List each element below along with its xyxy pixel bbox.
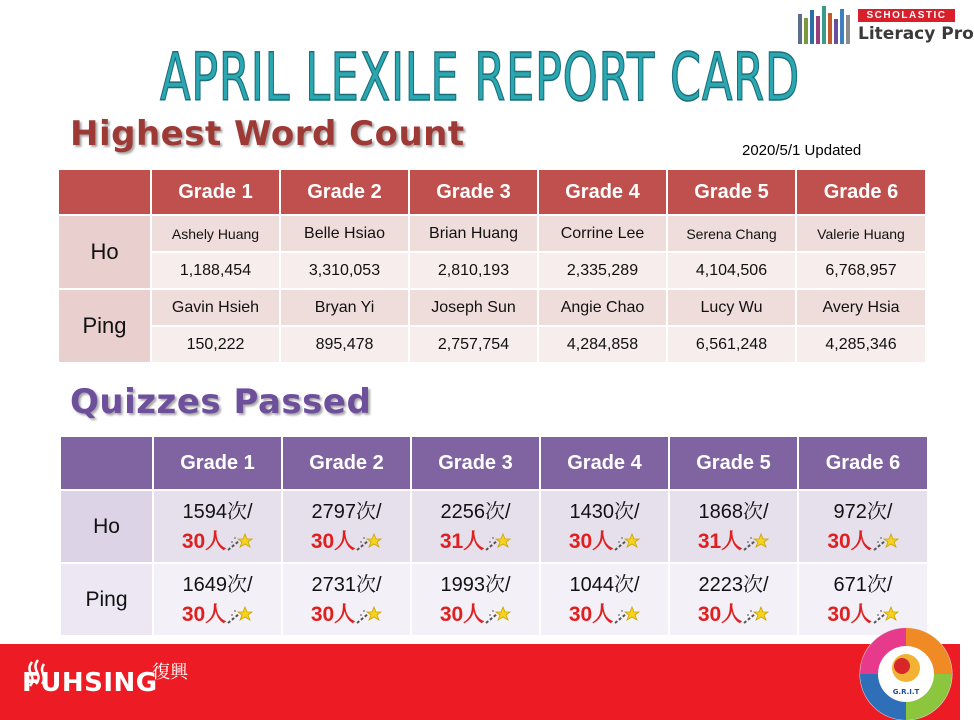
- quiz-passed-count: 1594次/: [182, 500, 253, 523]
- quiz-cell: [411, 490, 540, 563]
- grit-badge: [856, 622, 956, 720]
- grade-header: Grade 3: [409, 169, 538, 215]
- word-count-value: 2,810,193: [409, 252, 538, 289]
- grade-header: Grade 5: [669, 436, 798, 490]
- student-name: Avery Hsia: [796, 289, 926, 326]
- quiz-passed-count: 1993次/: [440, 573, 511, 596]
- quiz-passed-count: 1649次/: [182, 573, 253, 596]
- quiz-passed-count: 1044次/: [569, 573, 640, 596]
- scholastic-badge: SCHOLASTIC: [858, 9, 955, 22]
- shooting-star-icon: [356, 532, 382, 552]
- quiz-cell: [540, 563, 669, 636]
- table-row: [58, 252, 926, 289]
- word-count-value: 4,285,346: [796, 326, 926, 363]
- student-count: 30人: [568, 602, 614, 626]
- page-title-text: APRIL LEXILE REPORT CARD: [160, 39, 800, 116]
- word-count-value: 895,478: [280, 326, 409, 363]
- shooting-star-icon: [614, 532, 640, 552]
- word-count-value: 6,561,248: [667, 326, 796, 363]
- shooting-star-icon: [227, 532, 253, 552]
- word-count-heading: Highest Word Count: [70, 114, 465, 154]
- student-name: Ashely Huang: [151, 215, 280, 252]
- scholastic-literacy-pro-logo: [796, 4, 974, 44]
- student-name: Gavin Hsieh: [151, 289, 280, 326]
- shooting-star-icon: [614, 605, 640, 625]
- student-name: Bryan Yi: [280, 289, 409, 326]
- grade-header: Grade 1: [151, 169, 280, 215]
- word-count-value: 6,768,957: [796, 252, 926, 289]
- word-count-table: [57, 168, 927, 364]
- shooting-star-icon: [743, 605, 769, 625]
- word-count-value: 150,222: [151, 326, 280, 363]
- student-name: Brian Huang: [409, 215, 538, 252]
- word-count-value: 2,757,754: [409, 326, 538, 363]
- quiz-cell: [540, 490, 669, 563]
- student-count: 31人: [697, 529, 743, 553]
- table-row: [58, 215, 926, 252]
- shooting-star-icon: [485, 532, 511, 552]
- shooting-star-icon: [227, 605, 253, 625]
- quiz-cell: [669, 563, 798, 636]
- quiz-cell: [153, 490, 282, 563]
- quiz-passed-count: 2223次/: [698, 573, 769, 596]
- table-row: [60, 490, 928, 563]
- quizzes-heading: Quizzes Passed: [70, 382, 372, 422]
- student-name: Valerie Huang: [796, 215, 926, 252]
- grade-header: Grade 4: [538, 169, 667, 215]
- shooting-star-icon: [485, 605, 511, 625]
- student-count: 30人: [310, 529, 356, 553]
- grade-header: Grade 3: [411, 436, 540, 490]
- table-row: [60, 563, 928, 636]
- quiz-cell: [153, 563, 282, 636]
- page-title: [150, 36, 810, 116]
- quiz-cell: [282, 563, 411, 636]
- shooting-star-icon: [743, 532, 769, 552]
- student-name: Joseph Sun: [409, 289, 538, 326]
- student-count: 30人: [697, 602, 743, 626]
- quizzes-header-row: [60, 436, 928, 490]
- campus-label: Ho: [58, 215, 151, 289]
- grade-header: Grade 2: [282, 436, 411, 490]
- quiz-passed-count: 2797次/: [311, 500, 382, 523]
- grit-letters: G.R.I.T: [892, 688, 920, 696]
- quiz-passed-count: 972次/: [833, 500, 893, 523]
- table-row: [58, 326, 926, 363]
- corner-cell: [60, 436, 153, 490]
- grade-header: Grade 5: [667, 169, 796, 215]
- student-count: 30人: [181, 602, 227, 626]
- student-name: Corrine Lee: [538, 215, 667, 252]
- quiz-passed-count: 2731次/: [311, 573, 382, 596]
- school-chinese-name: 復興: [152, 662, 188, 683]
- quiz-passed-count: 1430次/: [569, 500, 640, 523]
- grade-header: Grade 6: [796, 169, 926, 215]
- corner-cell: [58, 169, 151, 215]
- grade-header: Grade 4: [540, 436, 669, 490]
- quizzes-table: [59, 435, 929, 637]
- shooting-star-icon: [356, 605, 382, 625]
- quiz-passed-count: 2256次/: [440, 500, 511, 523]
- table-row: [58, 289, 926, 326]
- quiz-cell: [411, 563, 540, 636]
- literacy-pro-label: Literacy Pro: [858, 24, 974, 44]
- shooting-star-icon: [873, 532, 899, 552]
- campus-label: Ho: [60, 490, 153, 563]
- word-count-value: 1,188,454: [151, 252, 280, 289]
- word-count-header-row: [58, 169, 926, 215]
- student-count: 30人: [827, 529, 872, 553]
- student-count: 30人: [181, 529, 227, 553]
- student-name: Angie Chao: [538, 289, 667, 326]
- school-name: FUHSING: [22, 668, 158, 698]
- student-name: Serena Chang: [667, 215, 796, 252]
- student-count: 30人: [310, 602, 356, 626]
- student-count: 30人: [439, 602, 485, 626]
- word-count-value: 3,310,053: [280, 252, 409, 289]
- grade-header: Grade 6: [798, 436, 928, 490]
- word-count-value: 4,104,506: [667, 252, 796, 289]
- student-count: 30人: [568, 529, 614, 553]
- quiz-passed-count: 1868次/: [698, 500, 769, 523]
- grade-header: Grade 2: [280, 169, 409, 215]
- quiz-passed-count: 671次/: [833, 573, 893, 596]
- student-name: Belle Hsiao: [280, 215, 409, 252]
- word-count-value: 2,335,289: [538, 252, 667, 289]
- student-count: 31人: [439, 529, 485, 553]
- campus-label: Ping: [58, 289, 151, 363]
- student-count: 30人: [827, 602, 872, 626]
- quiz-cell: [669, 490, 798, 563]
- student-name: Lucy Wu: [667, 289, 796, 326]
- campus-label: Ping: [60, 563, 153, 636]
- quiz-cell: [798, 490, 928, 563]
- updated-date: 2020/5/1 Updated: [742, 142, 862, 159]
- grade-header: Grade 1: [153, 436, 282, 490]
- quiz-cell: [282, 490, 411, 563]
- word-count-value: 4,284,858: [538, 326, 667, 363]
